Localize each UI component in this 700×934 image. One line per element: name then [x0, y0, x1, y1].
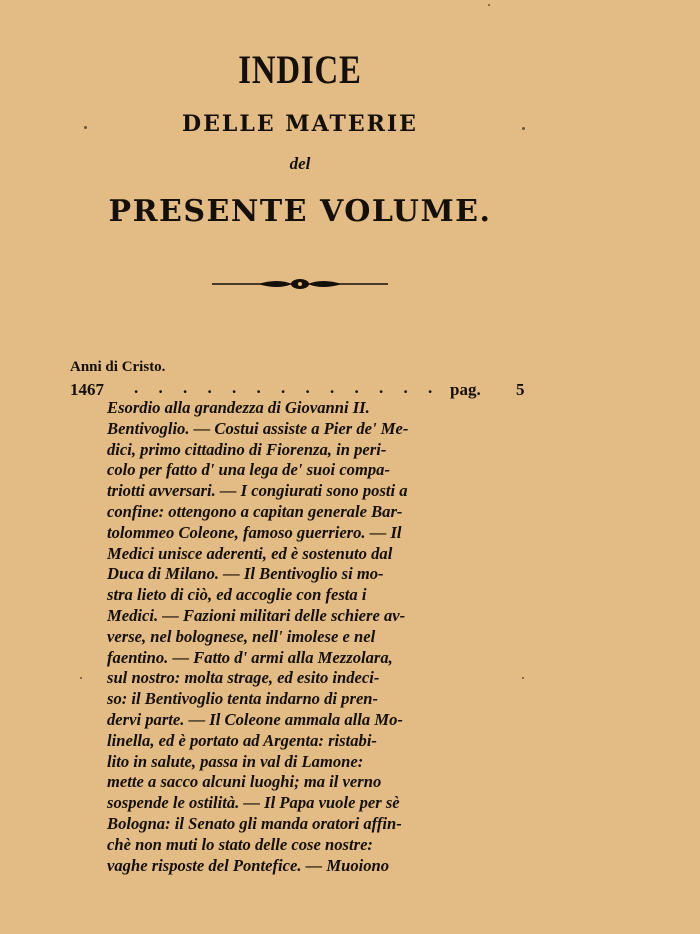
- text-line: stra lieto di ciò, ed accoglie con festa i: [107, 585, 367, 605]
- text-line: Duca di Milano. — Il Bentivoglio si mo-: [107, 564, 384, 584]
- page-title: INDICE: [238, 47, 362, 92]
- text-line: triotti avversari. — I congiurati sono posti a: [107, 481, 408, 501]
- text-line: confine: ottengono a capitan generale Bar-: [107, 501, 403, 521]
- entry-summary-text: [107, 398, 487, 876]
- text-line: chè non muti lo stato delle cose nostre:: [107, 834, 373, 854]
- paper-speck: [522, 127, 525, 130]
- entry-page-number: 5: [516, 380, 525, 399]
- text-line: vaghe risposte del Pontefice. — Muoiono: [107, 855, 390, 875]
- years-column-label: Anni di Cristo.: [70, 359, 166, 375]
- text-line: colo per fatto d' una lega de' suoi compa-: [107, 460, 391, 480]
- text-line: sul nostro: molta strage, ed esito indeci-: [107, 668, 380, 688]
- text-line: Esordio alla grandezza di Giovanni II.: [107, 398, 370, 417]
- page-subtitle: DELLE MATERIE: [182, 111, 418, 137]
- text-line: lito in salute, passa in val di Lamone:: [107, 751, 364, 771]
- text-line: dici, primo cittadino di Fiorenza, in peri-: [107, 439, 387, 459]
- paper-speck: [488, 4, 490, 6]
- ornament-rule-icon: [212, 276, 388, 292]
- text-line: Bologna: il Senato gli manda oratori affin-: [107, 813, 402, 833]
- text-line: Medici. — Fazioni militari delle schiere av-: [107, 605, 406, 625]
- text-line: faentino. — Fatto d' armi alla Mezzolara,: [107, 647, 393, 667]
- paper-speck: [80, 677, 82, 679]
- text-line: Medici unisce aderenti, ed è sostenuto dal: [107, 543, 393, 563]
- text-line: linella, ed è portato ad Argenta: ristabi-: [107, 730, 377, 750]
- text-line: sospende le ostilità. — Il Papa vuole per sè: [107, 793, 400, 813]
- paper-speck: [522, 677, 524, 679]
- entry-leader-dots: . . . . . . . . . . . . .: [134, 378, 441, 397]
- text-line: tolommeo Coleone, famoso guerriero. — Il: [107, 522, 402, 542]
- text-line: verse, nel bolognese, nell' imolese e nel: [107, 626, 376, 646]
- text-line: so: il Bentivoglio tenta indarno di pren-: [107, 689, 379, 709]
- paper-speck: [84, 126, 87, 129]
- text-line: dervi parte. — Il Coleone ammala alla Mo-: [107, 709, 403, 729]
- entry-pag-label: pag.: [450, 380, 481, 399]
- text-line: Bentivoglio. — Costui assiste a Pier de' Me-: [107, 418, 409, 438]
- entry-year: 1467: [70, 380, 104, 399]
- title-connector: del: [289, 154, 311, 173]
- volume-title: PRESENTE VOLUME.: [108, 194, 492, 229]
- text-line: mette a sacco alcuni luoghi; ma il verno: [107, 772, 382, 792]
